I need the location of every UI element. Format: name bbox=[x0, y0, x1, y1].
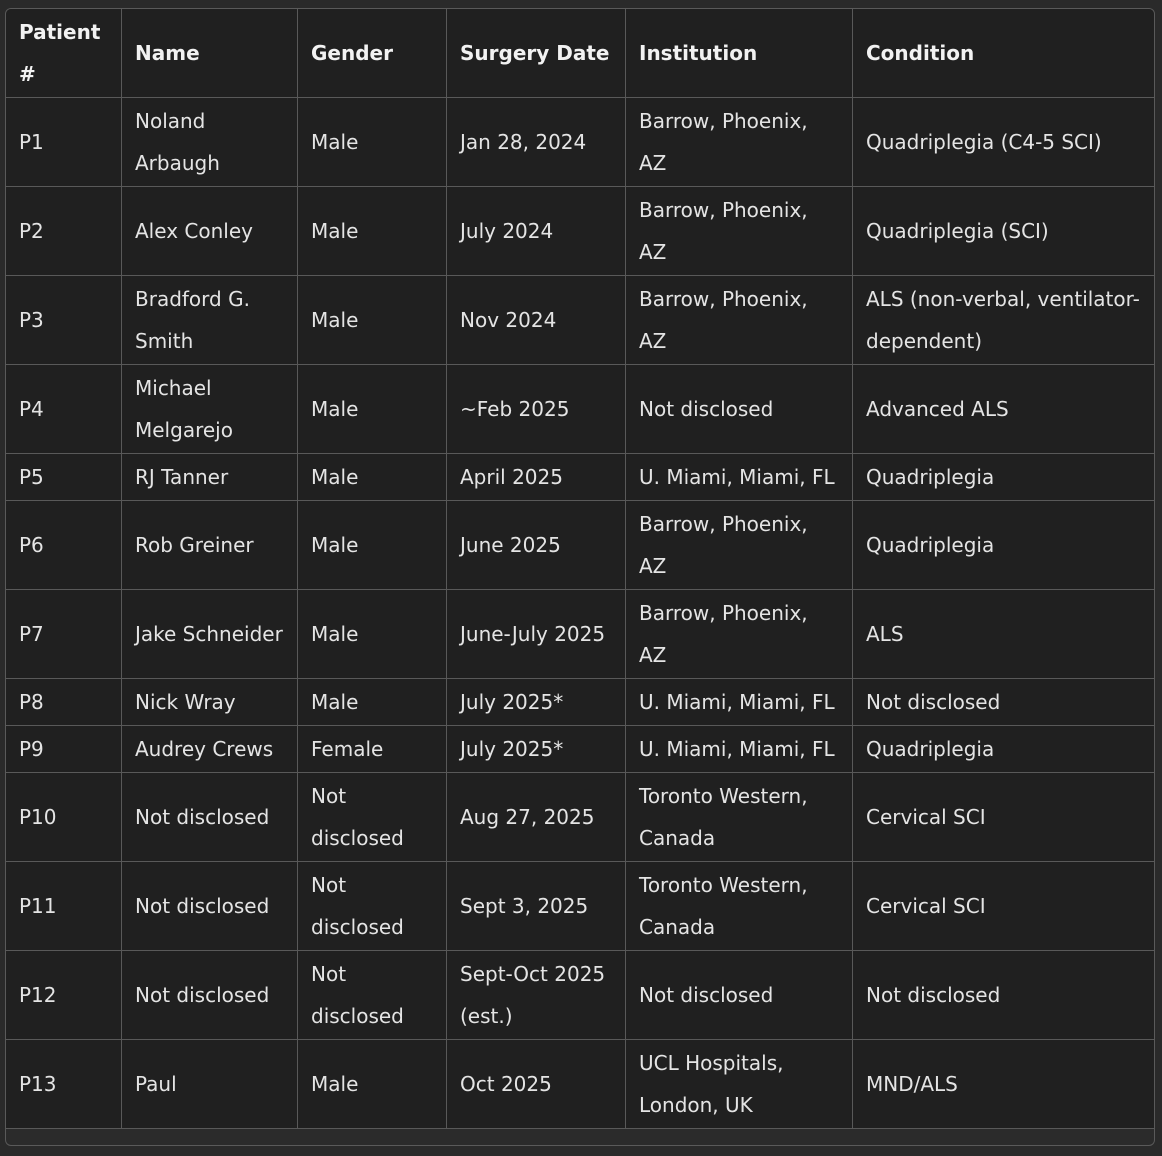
header-name: Name bbox=[122, 9, 298, 98]
surgery-date-cell: Jan 28, 2024 bbox=[447, 98, 626, 187]
table-row bbox=[6, 862, 1156, 951]
condition-cell: Advanced ALS bbox=[853, 365, 1156, 454]
header-gender: Gender bbox=[298, 9, 447, 98]
condition-cell: Quadriplegia (SCI) bbox=[853, 187, 1156, 276]
patient-number-cell: P6 bbox=[6, 501, 122, 590]
institution-cell: Barrow, Phoenix, AZ bbox=[626, 501, 853, 590]
patient-number-cell: P9 bbox=[6, 726, 122, 773]
condition-cell: Quadriplegia bbox=[853, 726, 1156, 773]
condition-cell: Quadriplegia bbox=[853, 501, 1156, 590]
table-row bbox=[6, 951, 1156, 1040]
patient-number-cell: P10 bbox=[6, 773, 122, 862]
institution-cell: Not disclosed bbox=[626, 365, 853, 454]
table-row bbox=[6, 679, 1156, 726]
surgery-date-cell: Aug 27, 2025 bbox=[447, 773, 626, 862]
surgery-date-cell: June-July 2025 bbox=[447, 590, 626, 679]
surgery-date-cell: Oct 2025 bbox=[447, 1040, 626, 1129]
name-cell: Not disclosed bbox=[122, 862, 298, 951]
condition-cell: ALS (non-verbal, ventilator-dependent) bbox=[853, 276, 1156, 365]
name-cell: Alex Conley bbox=[122, 187, 298, 276]
table-row bbox=[6, 365, 1156, 454]
gender-cell: Male bbox=[298, 98, 447, 187]
surgery-date-cell: April 2025 bbox=[447, 454, 626, 501]
institution-cell: Barrow, Phoenix, AZ bbox=[626, 187, 853, 276]
surgery-date-cell: July 2025* bbox=[447, 726, 626, 773]
surgery-date-cell: July 2024 bbox=[447, 187, 626, 276]
name-cell: Not disclosed bbox=[122, 951, 298, 1040]
table-row bbox=[6, 726, 1156, 773]
table-header-row bbox=[6, 9, 1156, 98]
table-row bbox=[6, 454, 1156, 501]
patient-number-cell: P2 bbox=[6, 187, 122, 276]
patient-number-cell: P4 bbox=[6, 365, 122, 454]
name-cell: Paul bbox=[122, 1040, 298, 1129]
table-row bbox=[6, 1040, 1156, 1129]
condition-cell: Not disclosed bbox=[853, 951, 1156, 1040]
gender-cell: Not disclosed bbox=[298, 951, 447, 1040]
name-cell: Jake Schneider bbox=[122, 590, 298, 679]
institution-cell: UCL Hospitals, London, UK bbox=[626, 1040, 853, 1129]
header-condition: Condition bbox=[853, 9, 1156, 98]
name-cell: Noland Arbaugh bbox=[122, 98, 298, 187]
patient-number-cell: P8 bbox=[6, 679, 122, 726]
gender-cell: Male bbox=[298, 1040, 447, 1129]
institution-cell: Barrow, Phoenix, AZ bbox=[626, 98, 853, 187]
name-cell: Bradford G. Smith bbox=[122, 276, 298, 365]
patient-number-cell: P12 bbox=[6, 951, 122, 1040]
patient-number-cell: P7 bbox=[6, 590, 122, 679]
gender-cell: Male bbox=[298, 454, 447, 501]
condition-cell: Quadriplegia bbox=[853, 454, 1156, 501]
table-row bbox=[6, 773, 1156, 862]
gender-cell: Female bbox=[298, 726, 447, 773]
header-patient-number: Patient # bbox=[6, 9, 122, 98]
table-row bbox=[6, 276, 1156, 365]
gender-cell: Male bbox=[298, 276, 447, 365]
surgery-date-cell: Sept 3, 2025 bbox=[447, 862, 626, 951]
institution-cell: U. Miami, Miami, FL bbox=[626, 726, 853, 773]
patient-number-cell: P3 bbox=[6, 276, 122, 365]
header-institution: Institution bbox=[626, 9, 853, 98]
name-cell: Michael Melgarejo bbox=[122, 365, 298, 454]
condition-cell: Not disclosed bbox=[853, 679, 1156, 726]
table-row bbox=[6, 187, 1156, 276]
table-row bbox=[6, 501, 1156, 590]
surgery-date-cell: June 2025 bbox=[447, 501, 626, 590]
institution-cell: Not disclosed bbox=[626, 951, 853, 1040]
patient-number-cell: P1 bbox=[6, 98, 122, 187]
condition-cell: ALS bbox=[853, 590, 1156, 679]
gender-cell: Male bbox=[298, 679, 447, 726]
table-body bbox=[6, 98, 1156, 1129]
patients-table bbox=[5, 8, 1155, 1129]
institution-cell: U. Miami, Miami, FL bbox=[626, 454, 853, 501]
table-row bbox=[6, 98, 1156, 187]
header-surgery-date: Surgery Date bbox=[447, 9, 626, 98]
patient-number-cell: P5 bbox=[6, 454, 122, 501]
name-cell: Rob Greiner bbox=[122, 501, 298, 590]
gender-cell: Male bbox=[298, 365, 447, 454]
gender-cell: Not disclosed bbox=[298, 862, 447, 951]
table-row bbox=[6, 590, 1156, 679]
surgery-date-cell: Nov 2024 bbox=[447, 276, 626, 365]
institution-cell: U. Miami, Miami, FL bbox=[626, 679, 853, 726]
condition-cell: Cervical SCI bbox=[853, 862, 1156, 951]
gender-cell: Male bbox=[298, 590, 447, 679]
patient-number-cell: P11 bbox=[6, 862, 122, 951]
name-cell: Audrey Crews bbox=[122, 726, 298, 773]
name-cell: Nick Wray bbox=[122, 679, 298, 726]
surgery-date-cell: Sept-Oct 2025 (est.) bbox=[447, 951, 626, 1040]
table-container bbox=[5, 8, 1155, 1146]
institution-cell: Toronto Western, Canada bbox=[626, 773, 853, 862]
name-cell: Not disclosed bbox=[122, 773, 298, 862]
condition-cell: Quadriplegia (C4-5 SCI) bbox=[853, 98, 1156, 187]
name-cell: RJ Tanner bbox=[122, 454, 298, 501]
surgery-date-cell: ~Feb 2025 bbox=[447, 365, 626, 454]
institution-cell: Barrow, Phoenix, AZ bbox=[626, 590, 853, 679]
gender-cell: Male bbox=[298, 187, 447, 276]
gender-cell: Male bbox=[298, 501, 447, 590]
condition-cell: MND/ALS bbox=[853, 1040, 1156, 1129]
condition-cell: Cervical SCI bbox=[853, 773, 1156, 862]
patient-number-cell: P13 bbox=[6, 1040, 122, 1129]
gender-cell: Not disclosed bbox=[298, 773, 447, 862]
institution-cell: Toronto Western, Canada bbox=[626, 862, 853, 951]
institution-cell: Barrow, Phoenix, AZ bbox=[626, 276, 853, 365]
surgery-date-cell: July 2025* bbox=[447, 679, 626, 726]
